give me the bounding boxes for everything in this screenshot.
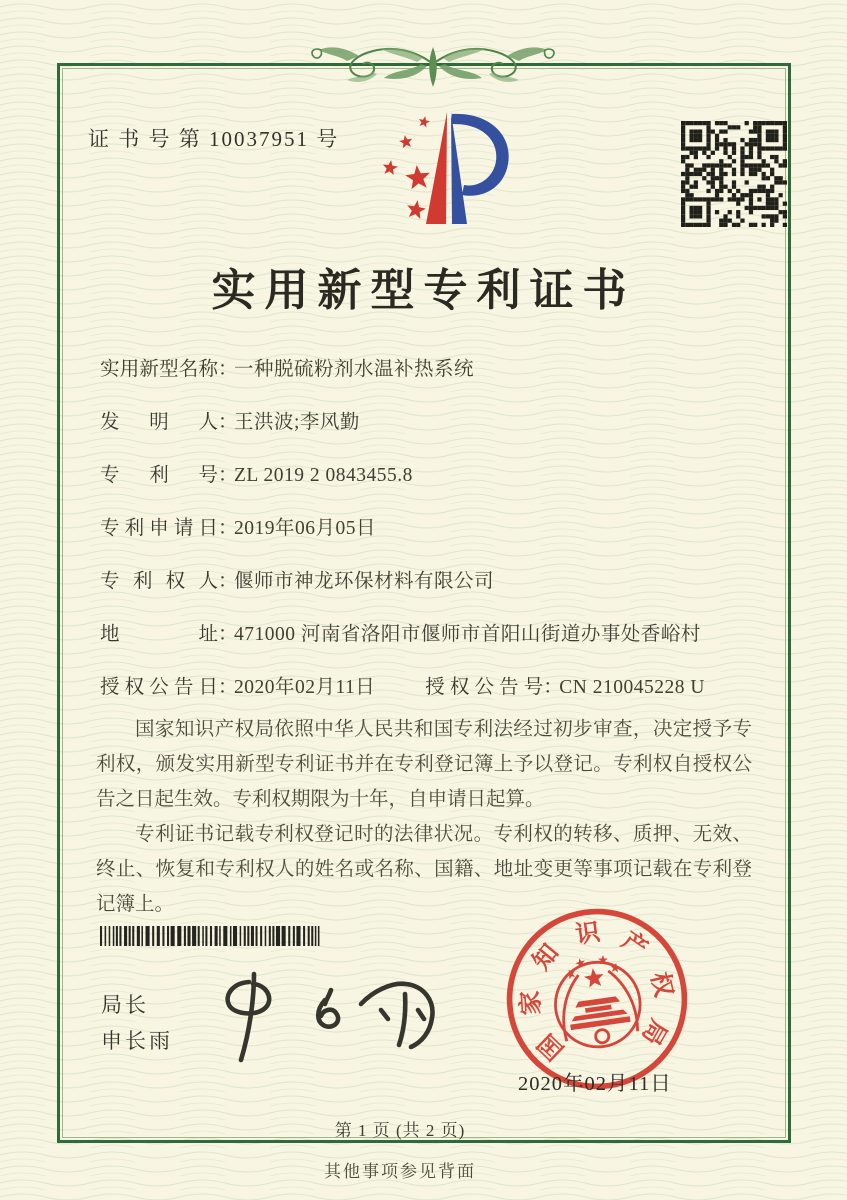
director-title: 局长 <box>101 993 149 1017</box>
certificate-number: 证 书 号 第 10037951 号 <box>88 127 340 151</box>
back-side-note: 其他事项参见背面 <box>324 1162 476 1181</box>
field-utility-model-name: 实用新型名称：一种脱硫粉剂水温补热系统 <box>100 359 475 380</box>
field-value: 王洪波;李风勤 <box>234 412 360 433</box>
svg-text:局: 局 <box>636 1014 672 1050</box>
cnipa-logo-icon <box>350 98 528 238</box>
frame-ornament-icon <box>293 34 573 94</box>
svg-text:权: 权 <box>645 969 678 1000</box>
field-label: 地址 <box>100 624 218 645</box>
legal-text <box>96 712 752 922</box>
field-label: 授权公告日 <box>100 677 218 698</box>
certificate-title: 实用新型专利证书 <box>211 266 636 315</box>
field-label: 专利申请日 <box>100 518 218 539</box>
field-grant-announcement: 授权公告日：2020年02月11日 授权公告号：CN 210045228 U <box>100 677 705 698</box>
field-inventors: 发明人：王洪波;李风勤 <box>100 412 360 433</box>
field-patent-number: 专利号：ZL 2019 2 0843455.8 <box>100 465 413 486</box>
field-address: 地址：471000 河南省洛阳市偃师市首阳山街道办事处香峪村 <box>100 624 701 645</box>
field-label: 专利权人 <box>100 571 218 592</box>
barcode <box>100 926 322 946</box>
director-name: 申长雨 <box>101 1029 173 1053</box>
page-number: 第 1 页 (共 2 页) <box>334 1121 466 1140</box>
qr-code <box>681 121 787 227</box>
certificate-fields <box>100 360 760 698</box>
field-patentee: 专利权人：偃师市神龙环保材料有限公司 <box>100 571 495 592</box>
field-value: 471000 河南省洛阳市偃师市首阳山街道办事处香峪村 <box>234 624 701 645</box>
grant-date-value: 2020年02月11日 <box>234 677 376 698</box>
field-value: 偃师市神龙环保材料有限公司 <box>234 571 495 592</box>
svg-text:家: 家 <box>517 989 546 1016</box>
director-block <box>101 995 173 1052</box>
field-label: 发明人 <box>100 412 218 433</box>
field-label: 专利号 <box>100 465 218 486</box>
field-value: ZL 2019 2 0843455.8 <box>234 465 413 486</box>
field-value: 2019年06月05日 <box>234 518 377 539</box>
svg-text:国: 国 <box>533 1028 570 1065</box>
legal-paragraph-1: 国家知识产权局依照中华人民共和国专利法经过初步审查，决定授予专利权，颁发实用新型专利证书并在专利登记簿上予以登记。专利权自授权公告之日起生效。专利权期限为十年，自申请日起算。 <box>96 719 752 810</box>
cnipa-official-seal <box>503 905 691 1093</box>
director-signature-icon <box>213 968 448 1068</box>
grant-number-value: CN 210045228 U <box>559 677 705 698</box>
field-label: 授权公告号 <box>425 677 544 698</box>
field-label: 实用新型名称 <box>100 359 218 380</box>
svg-text:产: 产 <box>616 926 653 963</box>
seal-date: 2020年02月11日 <box>518 1073 672 1095</box>
field-application-date: 专利申请日：2019年06月05日 <box>100 518 377 539</box>
svg-text:知: 知 <box>527 939 565 976</box>
svg-text:识: 识 <box>573 918 602 949</box>
field-value: 一种脱硫粉剂水温补热系统 <box>234 359 475 380</box>
legal-paragraph-2: 专利证书记载专利权登记时的法律状况。专利权的转移、质押、无效、终止、恢复和专利权人的姓名或名称、国籍、地址变更等事项记载在专利登记簿上。 <box>96 824 752 915</box>
